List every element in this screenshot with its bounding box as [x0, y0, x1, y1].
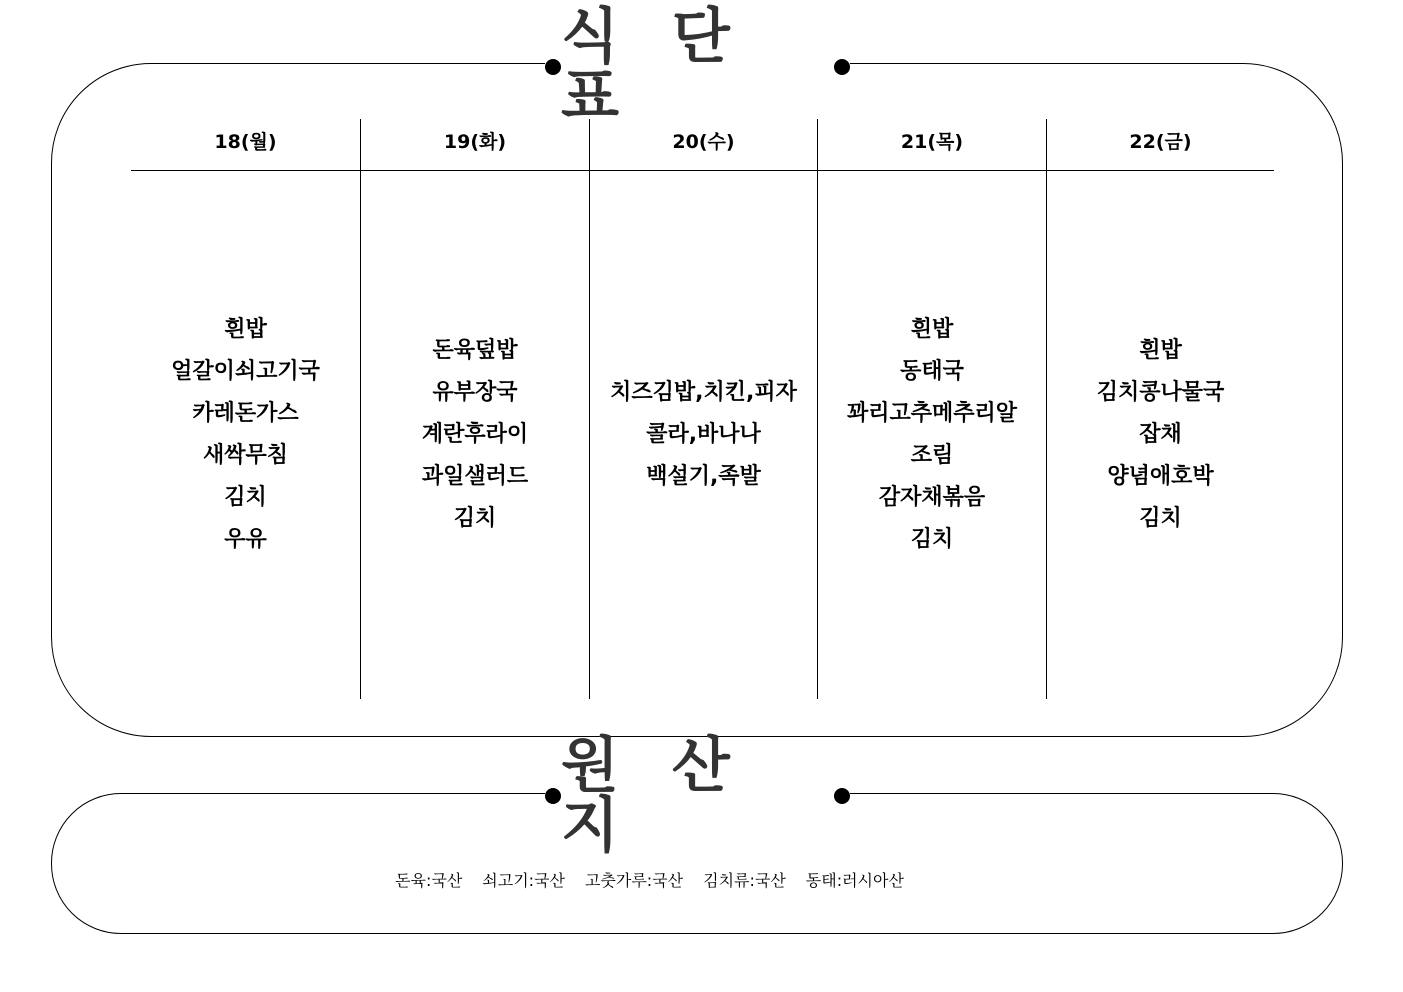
menu-item: 꽈리고추메추리알 — [846, 401, 1018, 426]
menu-item: 흰밥 — [910, 317, 954, 342]
menu-item: 우유 — [224, 527, 267, 552]
menu-item: 치즈김밥,치킨,피자 — [610, 380, 797, 405]
menu-item: 김치콩나물국 — [1096, 380, 1225, 405]
day-header-tue: 19(화) — [443, 130, 507, 153]
menu-item: 카레돈가스 — [192, 401, 299, 426]
menu-item: 백설기,족발 — [646, 464, 761, 489]
menu-item: 흰밥 — [224, 317, 267, 342]
origin-title: 원 산 지 — [561, 731, 746, 861]
menu-item: 콜라,바나나 — [646, 422, 761, 447]
day-menu-wed — [590, 172, 817, 698]
day-menu-fri — [1047, 172, 1274, 698]
menu-title-block — [545, 2, 850, 132]
menu-item: 유부장국 — [432, 380, 518, 405]
menu-item: 흰밥 — [1139, 338, 1182, 363]
menu-item: 새싹무침 — [202, 443, 288, 468]
menu-item: 돈육덮밥 — [432, 338, 518, 363]
menu-item: 김치 — [1139, 506, 1182, 531]
origin-item: 동태:러시아산 — [805, 871, 904, 890]
menu-item: 감자채볶음 — [878, 485, 986, 510]
day-header-wed: 20(수) — [672, 130, 735, 153]
menu-item: 동태국 — [900, 359, 964, 384]
day-header-mon: 18(월) — [214, 130, 277, 153]
menu-item: 얼갈이쇠고기국 — [171, 359, 320, 384]
menu-item: 계란후라이 — [421, 422, 529, 447]
menu-item: 김치 — [224, 485, 267, 510]
title-dot-right — [834, 788, 850, 804]
origin-item: 고춧가루:국산 — [584, 871, 684, 890]
day-menu-mon — [131, 172, 360, 698]
menu-item: 김치 — [910, 527, 954, 552]
title-dot-left — [545, 788, 561, 804]
menu-item: 과일샐러드 — [421, 464, 529, 489]
menu-item: 김치 — [453, 506, 497, 531]
origin-item: 쇠고기:국산 — [482, 871, 565, 890]
day-menu-tue — [361, 172, 589, 698]
day-header-thu: 21(목) — [900, 130, 964, 153]
header-divider — [131, 170, 1274, 171]
title-dot-right — [834, 59, 850, 75]
menu-item: 양념애호박 — [1107, 464, 1214, 489]
title-dot-left — [545, 59, 561, 75]
menu-title: 식 단 표 — [561, 2, 746, 132]
origin-item: 돈육:국산 — [395, 871, 463, 890]
menu-item: 조림 — [910, 443, 954, 468]
origin-list — [0, 868, 1403, 891]
origin-title-block — [545, 731, 850, 861]
day-header-fri: 22(금) — [1129, 130, 1192, 153]
day-menu-thu — [818, 172, 1046, 698]
menu-item: 잡채 — [1139, 422, 1182, 447]
origin-item: 김치류:국산 — [703, 871, 786, 890]
